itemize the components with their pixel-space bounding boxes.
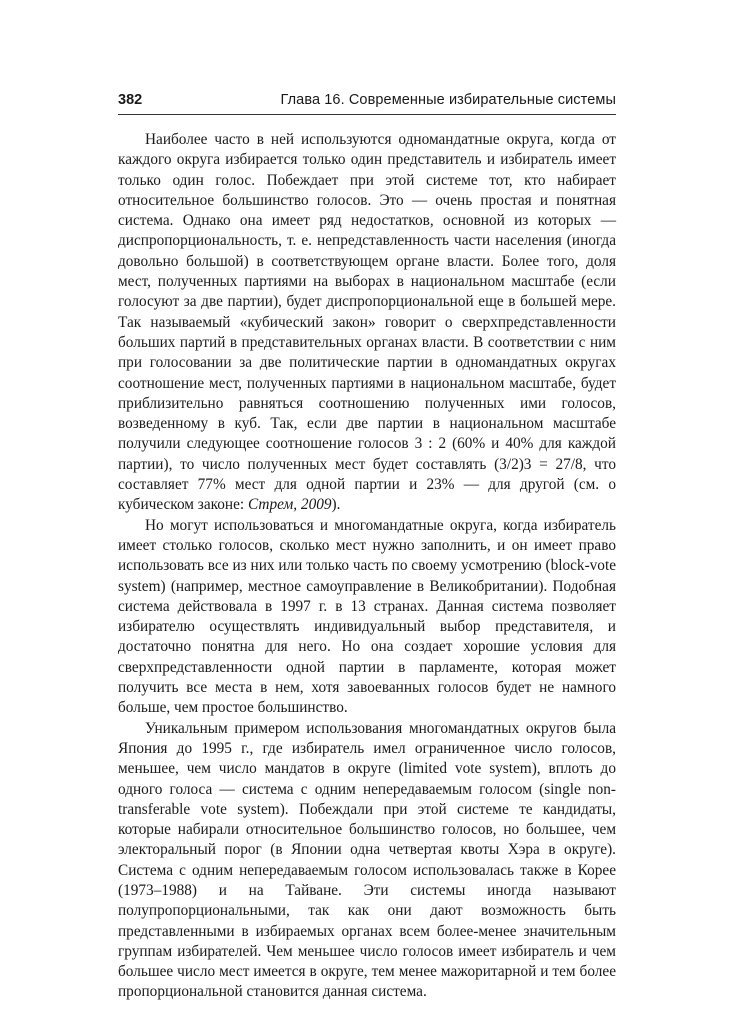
page-number: 382 — [118, 92, 143, 108]
page-header — [118, 92, 616, 115]
paragraph-1-end: ). — [331, 496, 341, 514]
paragraph-2: Но могут использоваться и многомандатные округа, когда избиратель имеет столько голосов, сколько мест нужно заполнить, и он имеет право использовать все из них или только часть по своему усмотрению (block-vote system) (например, местное самоуправление в Великобритании). Подобная система действовала в 1997 г. в 13 странах. Данная система позволяет избирателю осуществлять индивидуальный выбор представителя, и достаточно понятна для него. Но она создает хорошие условия для сверхпредставленности одной партии в парламенте, которая может получить все места в нем, хотя завоеванных голосов будет не намного больше, чем простое большинство. — [118, 516, 616, 717]
citation: Стрем, 2009 — [248, 496, 332, 514]
paragraph-1 — [118, 130, 616, 516]
body-text — [118, 130, 616, 1003]
running-title: Глава 16. Современные избирательные системы — [280, 92, 616, 108]
paragraph-1-text: Наиболее часто в ней используются одномандатные округа, когда от каждого округа избирается только один представитель и избиратель имеет только один голос. Побеждает при этой системе тот, кто набирает относительное большинство голосов. Это — очень простая и понятная система. Однако она имеет ряд недостатков, основной из которых — диспропорциональность, т. е. непредставленность части населения (иногда довольно большой) в соответствующем органе власти. Более того, доля мест, полученных партиями на выборах в национальном масштабе (если голосуют за две партии), будет диспропорциональной еще в большей мере. Так называемый «кубический закон» говорит о сверхпредставленности больших партий в представительных органах власти. В соответствии с ним при голосовании за две политические партии в одномандатных округах соотношение мест, полученных партиями в национальном масштабе, будет приблизительно равняться соотношению полученных ими голосов, возведенному в куб. Так, если две партии в национальном масштабе получили следующее соотношение голосов 3 : 2 (60% и 40% для каждой партии), то число полученных мест будет составлять (3/2)3 = 27/8, что составляет 77% мест для одной партии и 23% — для другой (см. о кубическом законе: — [118, 131, 616, 514]
paragraph-3: Уникальным примером использования многомандатных округов была Япония до 1995 г., где избиратель имел ограниченное число голосов, меньшее, чем число мандатов в округе (limited vote system), вплоть до одного голоса — система с одним непередаваемым голосом (single non-transferable vote system). Побеждали при этой системе те кандидаты, которые набирали относительное большинство голосов, но большее, чем электоральный порог (в Японии одна четвертая квоты Хэра в округе). Система с одним непередаваемым голосом использовалась также в Корее (1973–1988) и на Тайване. Эти системы иногда называют полупропорциональными, так как они дают возможность быть представленными в избираемых органах всем более-менее значительным группам избирателей. Чем меньшее число голосов имеет избиратель и чем большее число мест имеется в округе, тем менее мажоритарной и тем более пропорциональной становится данная система. — [118, 719, 616, 1001]
